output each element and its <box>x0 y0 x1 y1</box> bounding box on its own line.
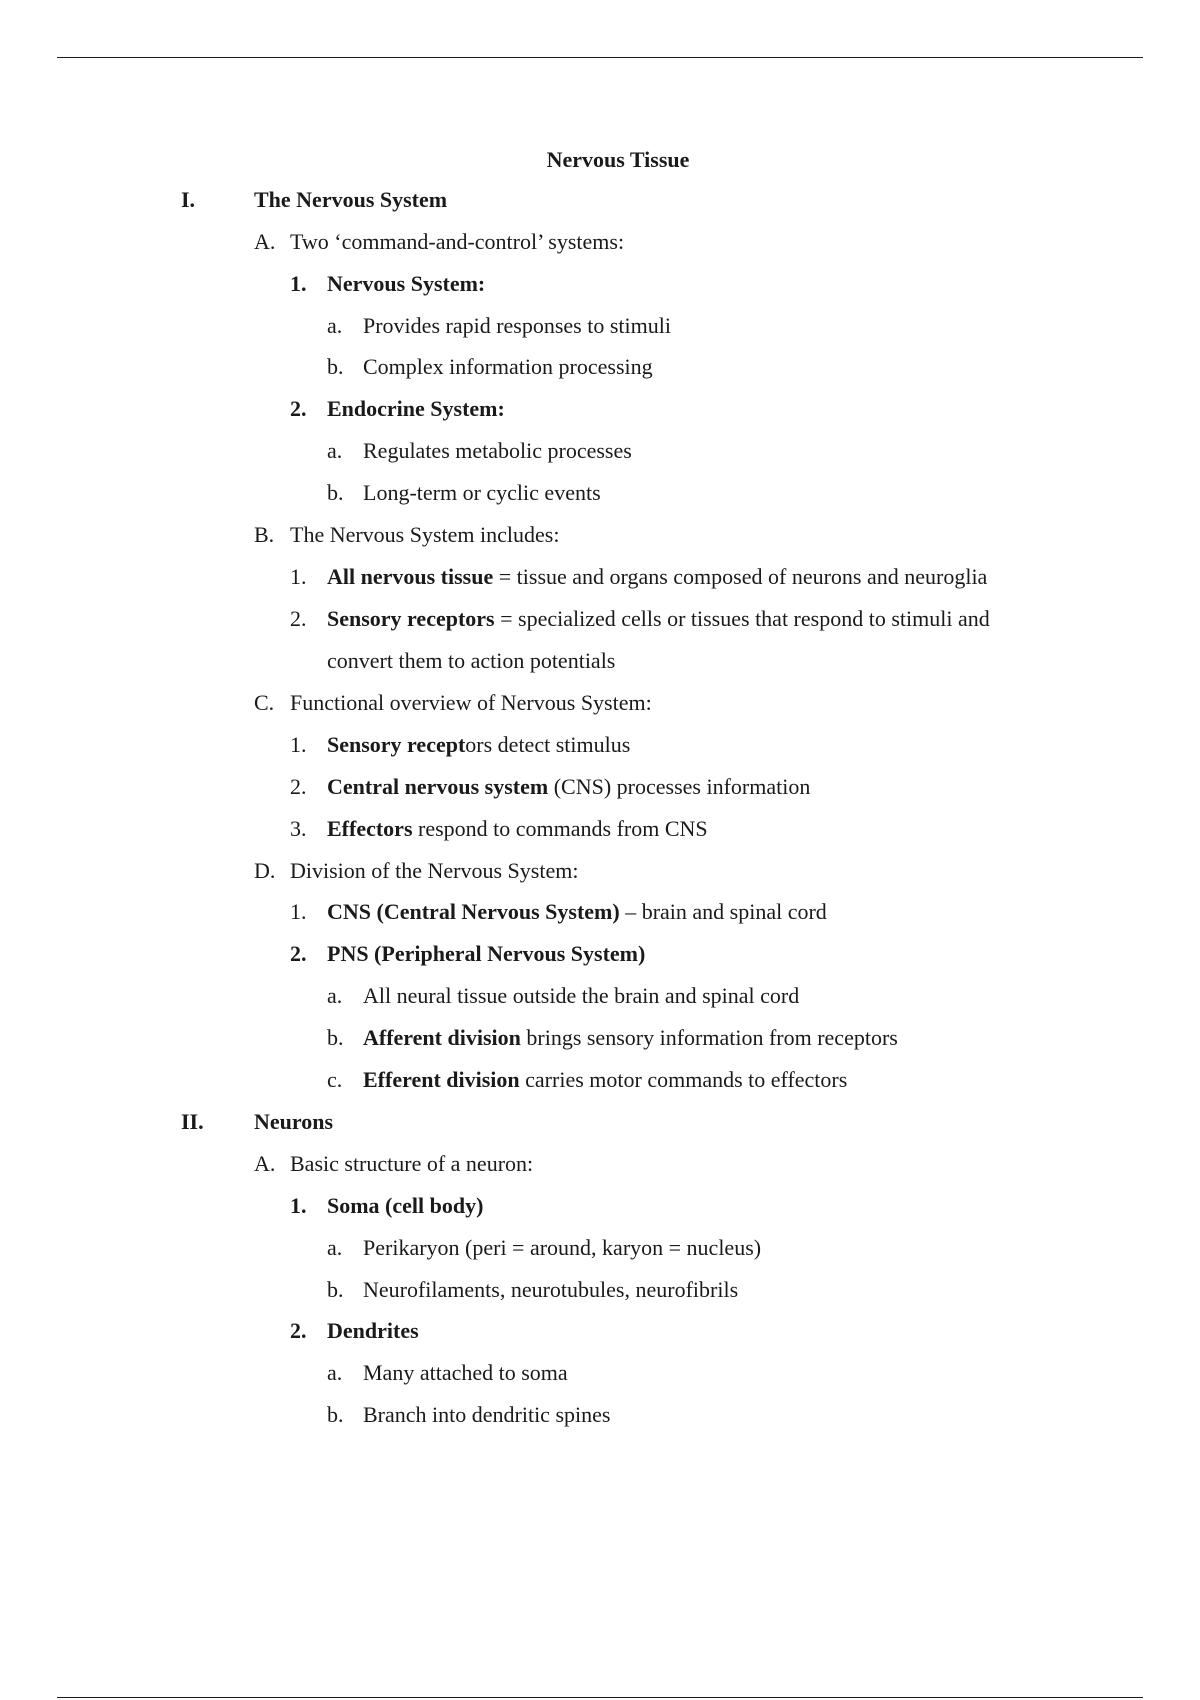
outline-continuation: convert them to action potentials <box>327 648 616 673</box>
header-rule <box>57 57 1143 58</box>
page-title: Nervous Tissue <box>546 147 690 172</box>
footer-rule <box>57 1697 1143 1698</box>
section-title: Neurons <box>254 1109 334 1134</box>
section-title: The Nervous System <box>254 187 448 212</box>
section-number: II. <box>181 1109 204 1134</box>
section-number: I. <box>181 187 196 212</box>
